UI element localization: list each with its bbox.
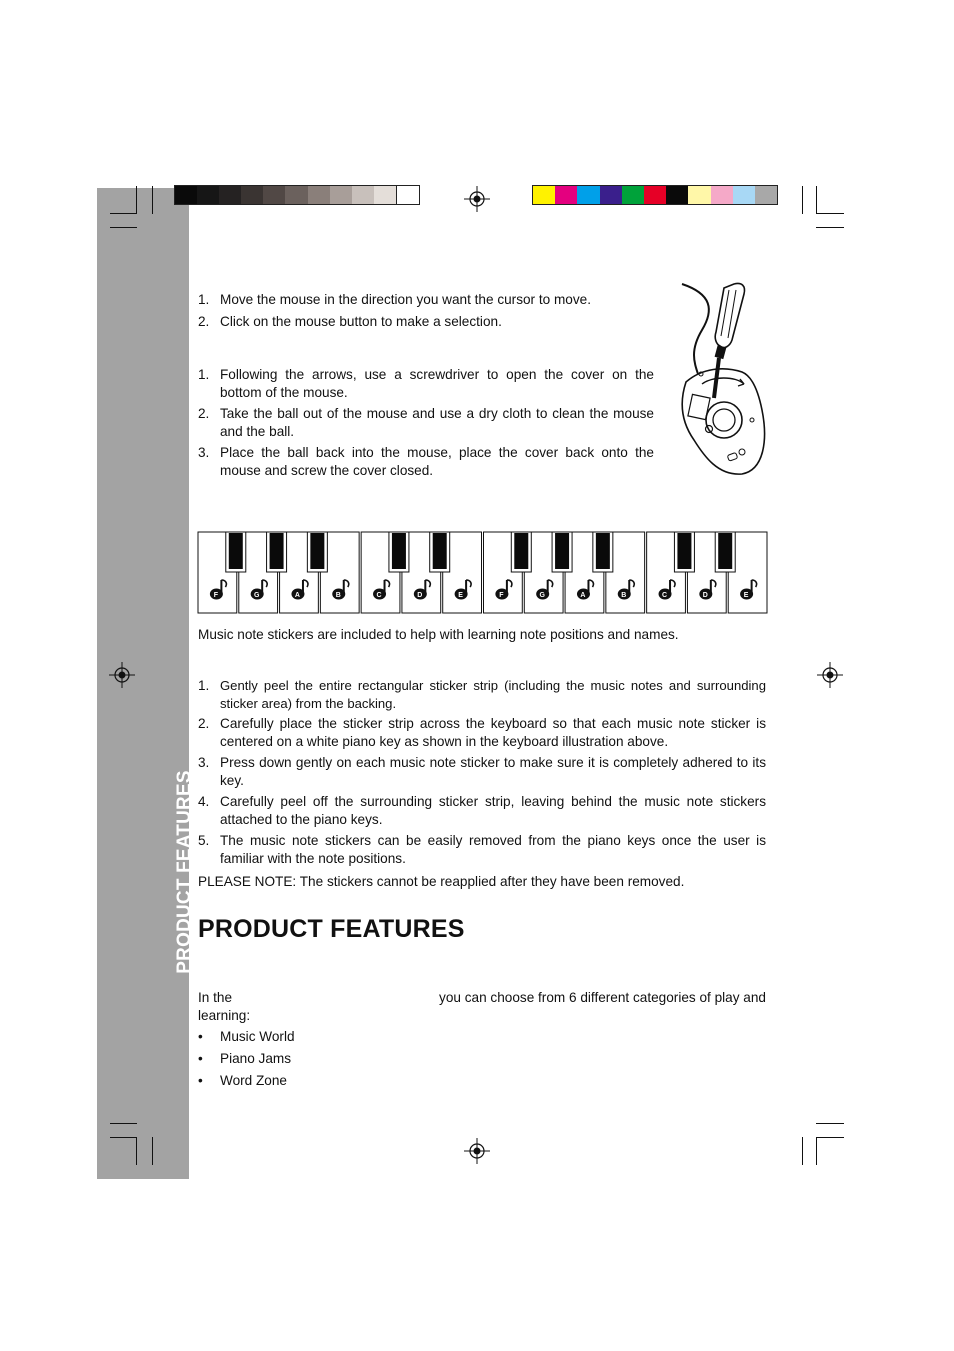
- black-key: [229, 533, 243, 569]
- registration-mark-left: [109, 662, 135, 688]
- note-label: C: [376, 592, 382, 599]
- list-number: 3.: [198, 445, 210, 460]
- gray-swatch: [396, 186, 419, 204]
- list-number: 1.: [198, 367, 210, 382]
- note-label: F: [213, 592, 219, 599]
- note-label: G: [253, 592, 260, 599]
- intro-right: you can choose from 6 different categories of play and: [439, 990, 766, 1005]
- list-number: 2.: [198, 716, 210, 731]
- black-key: [514, 533, 528, 569]
- list-number: 1.: [198, 678, 210, 693]
- bullet-item: [198, 1028, 766, 1046]
- gray-swatch: [374, 186, 396, 204]
- bullet-marker: •: [198, 1051, 203, 1066]
- please-note: PLEASE NOTE: The stickers cannot be reapplied after they have been removed.: [198, 874, 685, 889]
- list-text: Take the ball out of the mouse and use a dry cloth to clean the mouse and the ball.: [220, 406, 654, 439]
- list-text: Place the ball back into the mouse, place the cover back onto the mouse and screw the cover closed.: [220, 445, 654, 478]
- gray-swatch: [241, 186, 263, 204]
- intro-continued: learning:: [198, 1008, 251, 1023]
- note-label: G: [539, 592, 545, 599]
- color-swatch: [755, 186, 777, 204]
- note-label: E: [458, 592, 463, 599]
- black-key: [310, 533, 324, 569]
- black-key: [596, 533, 610, 569]
- list-text: Carefully peel off the surrounding sticker strip, leaving behind the music note stickers attached to the piano keys.: [220, 794, 766, 827]
- gray-swatch: [308, 186, 330, 204]
- note-label: A: [294, 592, 300, 599]
- color-swatch: [555, 186, 577, 204]
- gray-swatch: [175, 186, 197, 204]
- note-label: D: [417, 592, 423, 599]
- intro-left: In the: [198, 990, 233, 1005]
- black-key: [718, 533, 732, 569]
- color-swatch: [733, 186, 755, 204]
- black-key: [555, 533, 569, 569]
- list-item: [198, 832, 766, 867]
- list-text: Following the arrows, use a screwdriver to open the cover on the bottom of the mouse.: [220, 367, 654, 400]
- list-text: Press down gently on each music note sticker to make sure it is completely adhered to its key.: [220, 755, 766, 788]
- bullet-text: Piano Jams: [220, 1051, 292, 1066]
- sticker-intro: Music note stickers are included to help with learning note positions and names.: [198, 627, 679, 642]
- gray-swatch: [263, 186, 285, 204]
- list-number: 4.: [198, 794, 210, 809]
- list-item: [198, 793, 766, 828]
- registration-mark-top: [464, 186, 490, 212]
- list-item: [198, 754, 766, 789]
- color-swatch: [533, 186, 555, 204]
- color-swatch: [711, 186, 733, 204]
- list-text: Carefully place the sticker strip across the keyboard so that each music note sticker is centered on a white piano key as shown in the keyboard illustration above.: [220, 716, 766, 749]
- note-label: B: [335, 592, 341, 599]
- section-heading: PRODUCT FEATURES: [198, 915, 465, 943]
- color-swatch: [577, 186, 599, 204]
- registration-mark-right: [817, 662, 843, 688]
- note-label: F: [499, 592, 504, 599]
- keyboard-sticker-illustration: [197, 531, 768, 614]
- gray-swatch: [285, 186, 307, 204]
- gray-swatch: [197, 186, 219, 204]
- black-key: [433, 533, 447, 569]
- list-item: [198, 366, 654, 401]
- list-number: 3.: [198, 755, 210, 770]
- list-text: Gently peel the entire rectangular sticker strip (including the music notes and surrounding sticker area) from the backing.: [220, 678, 766, 711]
- note-label: A: [580, 592, 586, 599]
- list-number: 1.: [198, 292, 210, 307]
- gray-swatch: [352, 186, 374, 204]
- black-key: [392, 533, 406, 569]
- note-label: B: [621, 592, 627, 599]
- list-number: 2.: [198, 314, 210, 329]
- sidebar-title: PRODUCT FEATURES: [174, 770, 195, 974]
- list-text: The music note stickers can be easily removed from the piano keys once the user is familiar with the note positions.: [220, 833, 766, 866]
- list-text: Click on the mouse button to make a selection.: [220, 314, 502, 329]
- list-item: [198, 715, 766, 750]
- gray-swatch: [219, 186, 241, 204]
- bullet-text: Music World: [220, 1029, 295, 1044]
- list-text: Move the mouse in the direction you want the cursor to move.: [220, 292, 591, 307]
- bullet-item: [198, 1050, 766, 1068]
- color-swatch: [622, 186, 644, 204]
- process-color-bar: [532, 185, 778, 205]
- list-item: [198, 677, 766, 712]
- note-label: D: [702, 592, 708, 599]
- color-swatch: [600, 186, 622, 204]
- black-key: [270, 533, 284, 569]
- color-swatch: [666, 186, 688, 204]
- list-item: [198, 313, 658, 331]
- bullet-item: [198, 1072, 766, 1090]
- gray-swatch: [330, 186, 352, 204]
- list-item: [198, 405, 654, 440]
- list-number: 5.: [198, 833, 210, 848]
- list-item: [198, 291, 658, 309]
- mouse-screwdriver-illustration: [672, 280, 772, 480]
- list-item: [198, 444, 654, 479]
- grayscale-color-bar: [174, 185, 420, 205]
- bullet-marker: •: [198, 1029, 203, 1044]
- registration-mark-bottom: [464, 1138, 490, 1164]
- bullet-marker: •: [198, 1073, 203, 1088]
- note-label: E: [743, 592, 749, 599]
- bullet-text: Word Zone: [220, 1073, 287, 1088]
- color-swatch: [644, 186, 666, 204]
- note-label: C: [662, 592, 668, 599]
- list-number: 2.: [198, 406, 210, 421]
- black-key: [677, 533, 691, 569]
- color-swatch: [688, 186, 710, 204]
